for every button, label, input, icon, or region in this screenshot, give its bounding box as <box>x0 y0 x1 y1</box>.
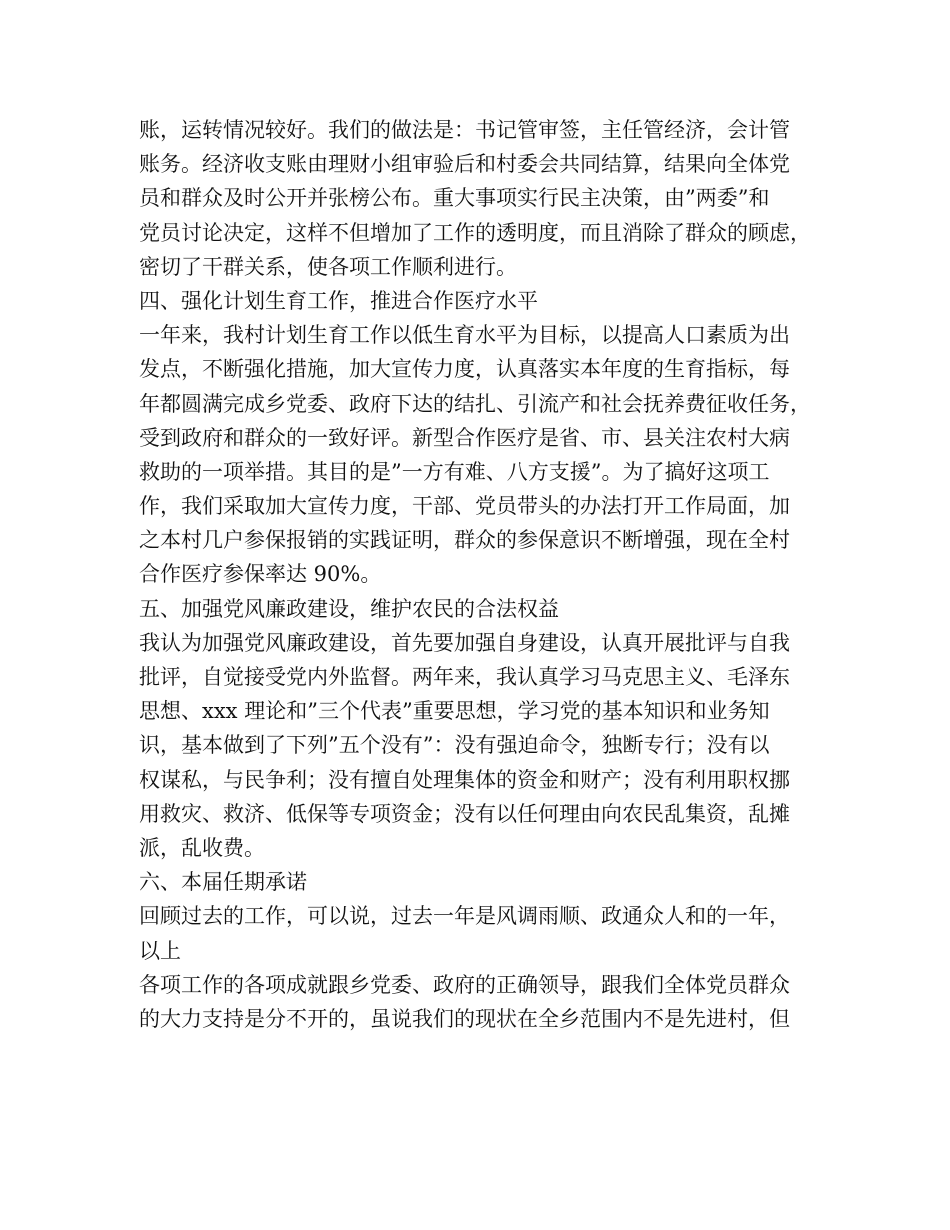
paragraph-line: 权谋私，与民争利；没有擅自处理集体的资金和财产；没有利用职权挪 <box>139 767 790 792</box>
paragraph-line: 账务。经济收支账由理财小组审验后和村委会共同结算，结果向全体党 <box>139 152 790 177</box>
paragraph-line: 账，运转情况较好。我们的做法是：书记管审签，主任管经济，会计管 <box>139 118 790 142</box>
paragraph-line: 党员讨论决定，这样不但增加了工作的透明度，而且消除了群众的顾虑， <box>139 220 811 245</box>
section-heading: 六、本届任期承诺 <box>139 870 307 895</box>
paragraph-line: 的大力支持是分不开的，虽说我们的现状在全乡范围内不是先进村，但 <box>139 1006 790 1031</box>
paragraph-line: 作，我们采取加大宣传力度，干部、党员带头的办法打开工作局面，加 <box>139 494 790 519</box>
paragraph-line: 思想、xxx 理论和”三个代表”重要思想，学习党的基本知识和业务知 <box>139 699 770 724</box>
paragraph-line: 用救灾、救济、低保等专项资金；没有以任何理由向农民乱集资，乱摊 <box>139 801 790 826</box>
paragraph-line: 之本村几户参保报销的实践证明，群众的参保意识不断增强，现在全村 <box>139 528 790 553</box>
paragraph-line: 受到政府和群众的一致好评。新型合作医疗是省、市、县关注农村大病 <box>139 425 790 450</box>
paragraph-line: 合作医疗参保率达 90%。 <box>139 562 382 587</box>
paragraph-line: 年都圆满完成乡党委、政府下达的结扎、引流产和社会抚养费征收任务， <box>139 391 811 416</box>
paragraph-line: 员和群众及时公开并张榜公布。重大事项实行民主决策，由”两委”和 <box>139 186 770 211</box>
paragraph-line: 以上 <box>139 938 181 963</box>
paragraph-line: 我认为加强党风廉政建设，首先要加强自身建设，认真开展批评与自我 <box>139 630 790 655</box>
paragraph-line: 各项工作的各项成就跟乡党委、政府的正确领导，跟我们全体党员群众 <box>139 972 790 997</box>
paragraph-line: 密切了干群关系，使各项工作顺利进行。 <box>139 254 517 279</box>
paragraph-line: 批评，自觉接受党内外监督。两年来，我认真学习马克思主义、毛泽东 <box>139 665 790 689</box>
paragraph-line: 派，乱收费。 <box>139 835 265 860</box>
paragraph-line: 救助的一项举措。其目的是”一方有难、八方支援”。为了搞好这项工 <box>139 459 770 484</box>
section-heading: 五、加强党风廉政建设，维护农民的合法权益 <box>139 596 559 621</box>
document-body <box>139 113 839 1036</box>
paragraph-line: 一年来，我村计划生育工作以低生育水平为目标，以提高人口素质为出 <box>139 323 790 348</box>
paragraph-line: 回顾过去的工作，可以说，过去一年是风调雨顺、政通众人和的一年， <box>139 904 790 929</box>
paragraph-line: 识，基本做到了下列”五个没有”：没有强迫命令，独断专行；没有以 <box>139 733 770 758</box>
section-heading: 四、强化计划生育工作，推进合作医疗水平 <box>139 288 538 313</box>
paragraph-line: 发点，不断强化措施，加大宣传力度，认真落实本年度的生育指标，每 <box>139 357 790 382</box>
